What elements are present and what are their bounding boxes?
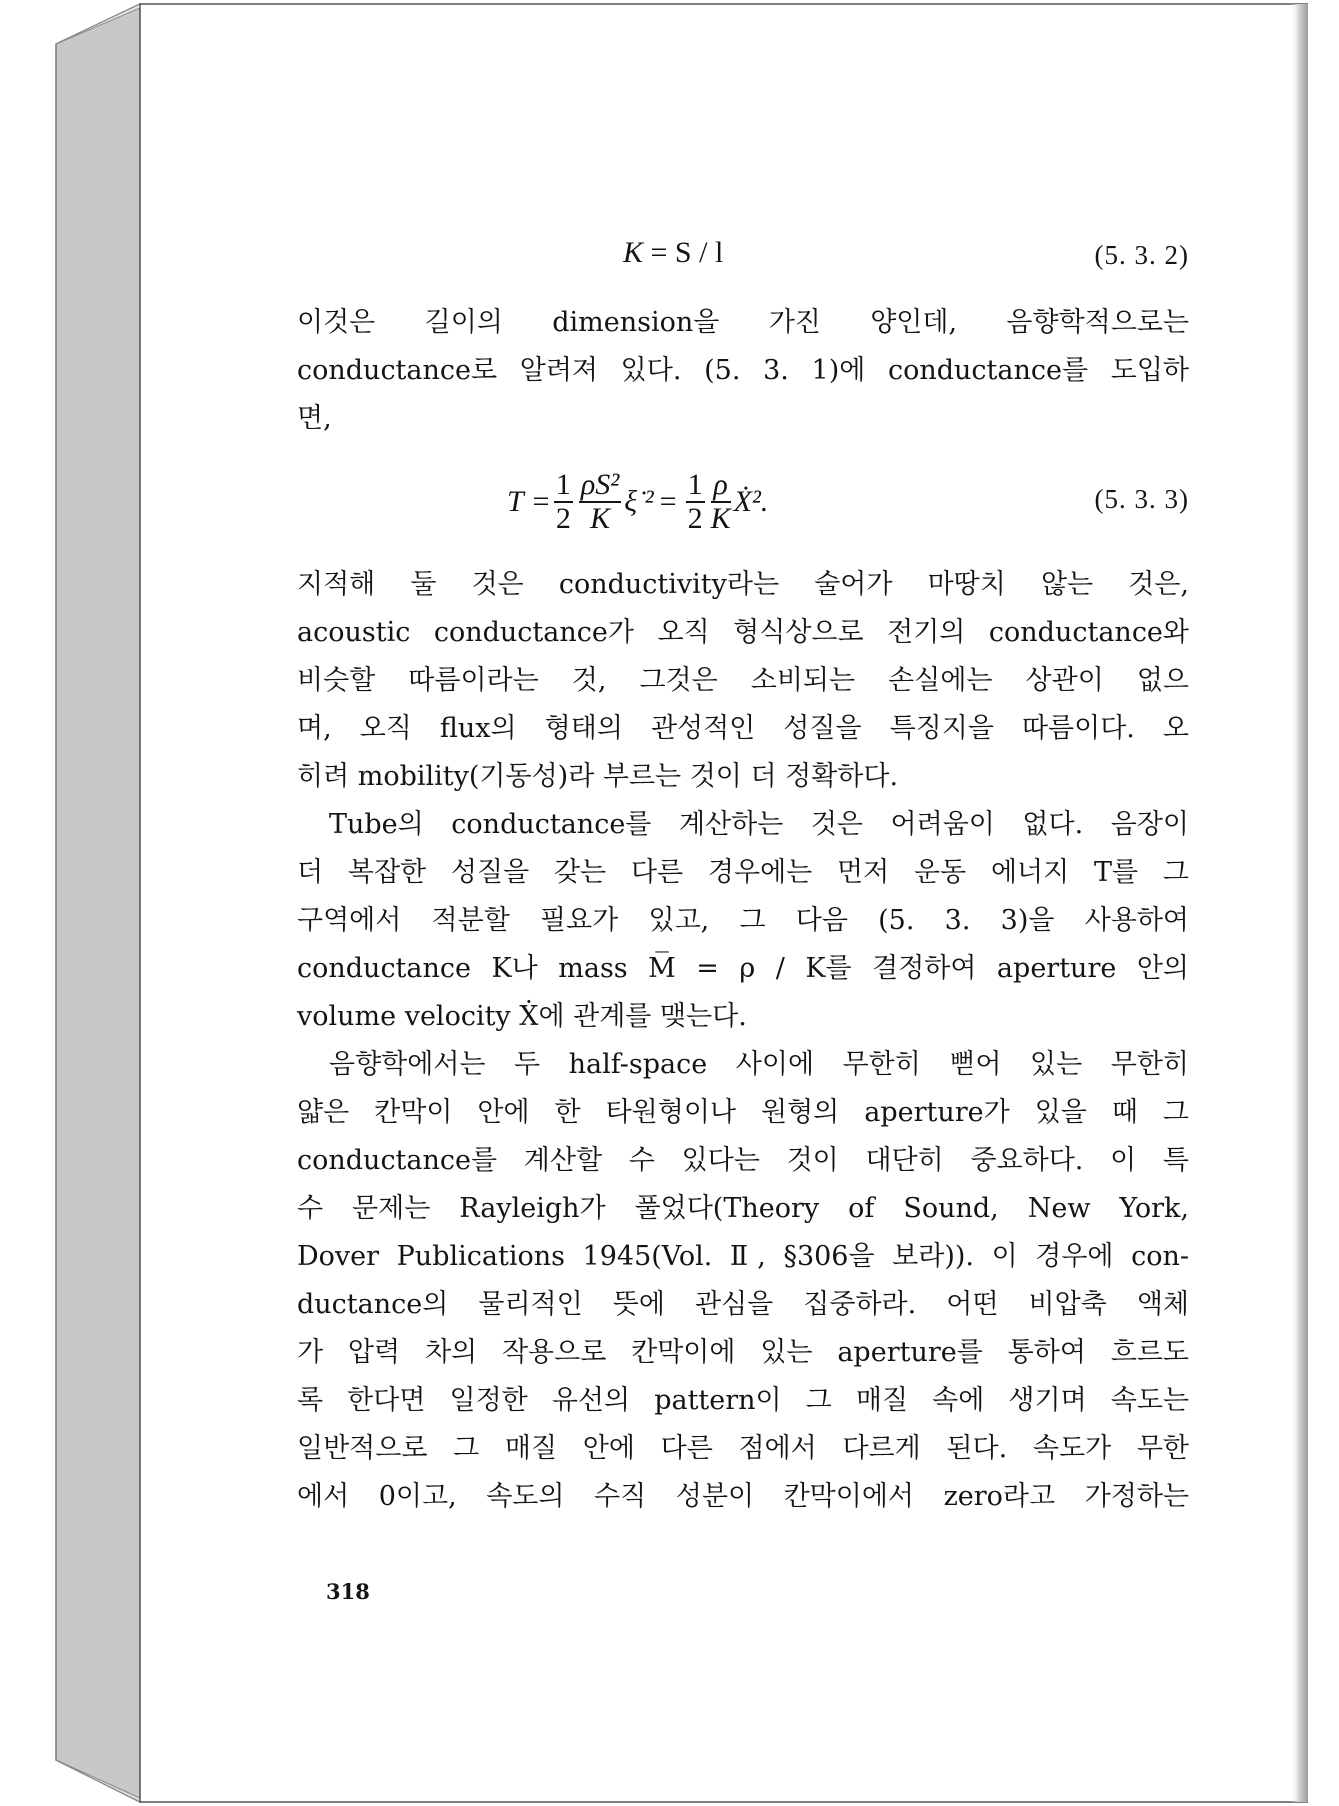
text-line-6: 비슷할 따름이라는 것, 그것은 소비되는 손실에는 상관이 없으 (297, 665, 1189, 696)
book-page (140, 6, 1308, 1800)
text-line-14: 음향학에서는 두 half-space 사이에 무한히 뻗어 있는 무한히 (329, 1049, 1189, 1080)
eq-533-x: Ẋ². (733, 485, 769, 518)
text-line-19: ductance의 물리적인 뜻에 관심을 집중하라. 어떤 비압축 액체 (297, 1289, 1189, 1320)
equation-5-3-2 (297, 232, 1189, 292)
text-line-9: Tube의 conductance를 계산하는 것은 어려움이 없다. 음장이 (329, 809, 1189, 840)
eq-533-fraction-4: $\frac{\rho}{K}$ (710, 468, 731, 535)
eq-533-fraction-1: $\frac{1}{2}$ (555, 468, 571, 535)
text-line-20: 가 압력 차의 작용으로 칸막이에 있는 aperture를 통하여 흐르도 (297, 1337, 1189, 1368)
eq-533-number: (5. 3. 3) (1094, 484, 1189, 514)
text-line-8: 히려 mobility(기동성)라 부르는 것이 더 정확하다. (297, 761, 899, 792)
text-line-13: volume velocity Ẋ에 관계를 맺는다. (297, 1001, 747, 1032)
text-line-15: 얇은 칸막이 안에 한 타원형이나 원형의 aperture가 있을 때 그 (297, 1097, 1189, 1128)
eq-533-fraction-2: $\frac{\text{ρS²}}{K}$ (580, 468, 620, 535)
eq-533-fraction-3: $\frac{1}{2}$ (687, 468, 703, 535)
text-line-12: conductance K나 mass M̅ = ρ / K를 결정하여 aperture 안의 (297, 953, 1189, 984)
text-line-16: conductance를 계산할 수 있다는 것이 대단히 중요하다. 이 특 (297, 1145, 1189, 1176)
eq-532-rhs: = S / l (650, 236, 724, 269)
text-line-4: 지적해 둘 것은 conductivity라는 술어가 마땅치 않는 것은, (297, 569, 1189, 600)
page-number: 318 (326, 1579, 370, 1604)
text-line-21: 록 한다면 일정한 유선의 pattern이 그 매질 속에 생기며 속도는 (297, 1385, 1189, 1416)
eq-533-xi: ξ̇ ² (624, 485, 654, 518)
equation-5-3-3 (297, 464, 1189, 540)
eq-533-lhs: T = (507, 485, 551, 518)
text-line-18: Dover Publications 1945(Vol. Ⅱ, §306을 보라)). 이 경우에 con- (297, 1241, 1189, 1272)
eq-532-number: (5. 3. 2) (1094, 240, 1189, 270)
text-line-7: 며, 오직 flux의 형태의 관성적인 성질을 특징지을 따름이다. 오 (297, 713, 1189, 744)
text-line-2: conductance로 알려져 있다. (5. 3. 1)에 conductance를 도입하 (297, 355, 1189, 386)
text-line-1: 이것은 길이의 dimension을 가진 양인데, 음향학적으로는 (297, 307, 1189, 338)
text-line-23: 에서 0이고, 속도의 수직 성분이 칸막이에서 zero라고 가정하는 (297, 1481, 1189, 1512)
eq-532-lhs: K (623, 236, 644, 269)
eq-533-equals: = (659, 485, 677, 518)
text-line-3: 면, (297, 403, 332, 434)
text-line-17: 수 문제는 Rayleigh가 풀었다(Theory of Sound, New York, (297, 1193, 1189, 1224)
text-line-10: 더 복잡한 성질을 갖는 다른 경우에는 먼저 운동 에너지 T를 그 (297, 857, 1189, 888)
text-line-22: 일반적으로 그 매질 안에 다른 점에서 다르게 된다. 속도가 무한 (297, 1433, 1189, 1464)
text-line-11: 구역에서 적분할 필요가 있고, 그 다음 (5. 3. 3)을 사용하여 (297, 905, 1189, 936)
text-line-5: acoustic conductance가 오직 형식상으로 전기의 conductance와 (297, 617, 1189, 648)
